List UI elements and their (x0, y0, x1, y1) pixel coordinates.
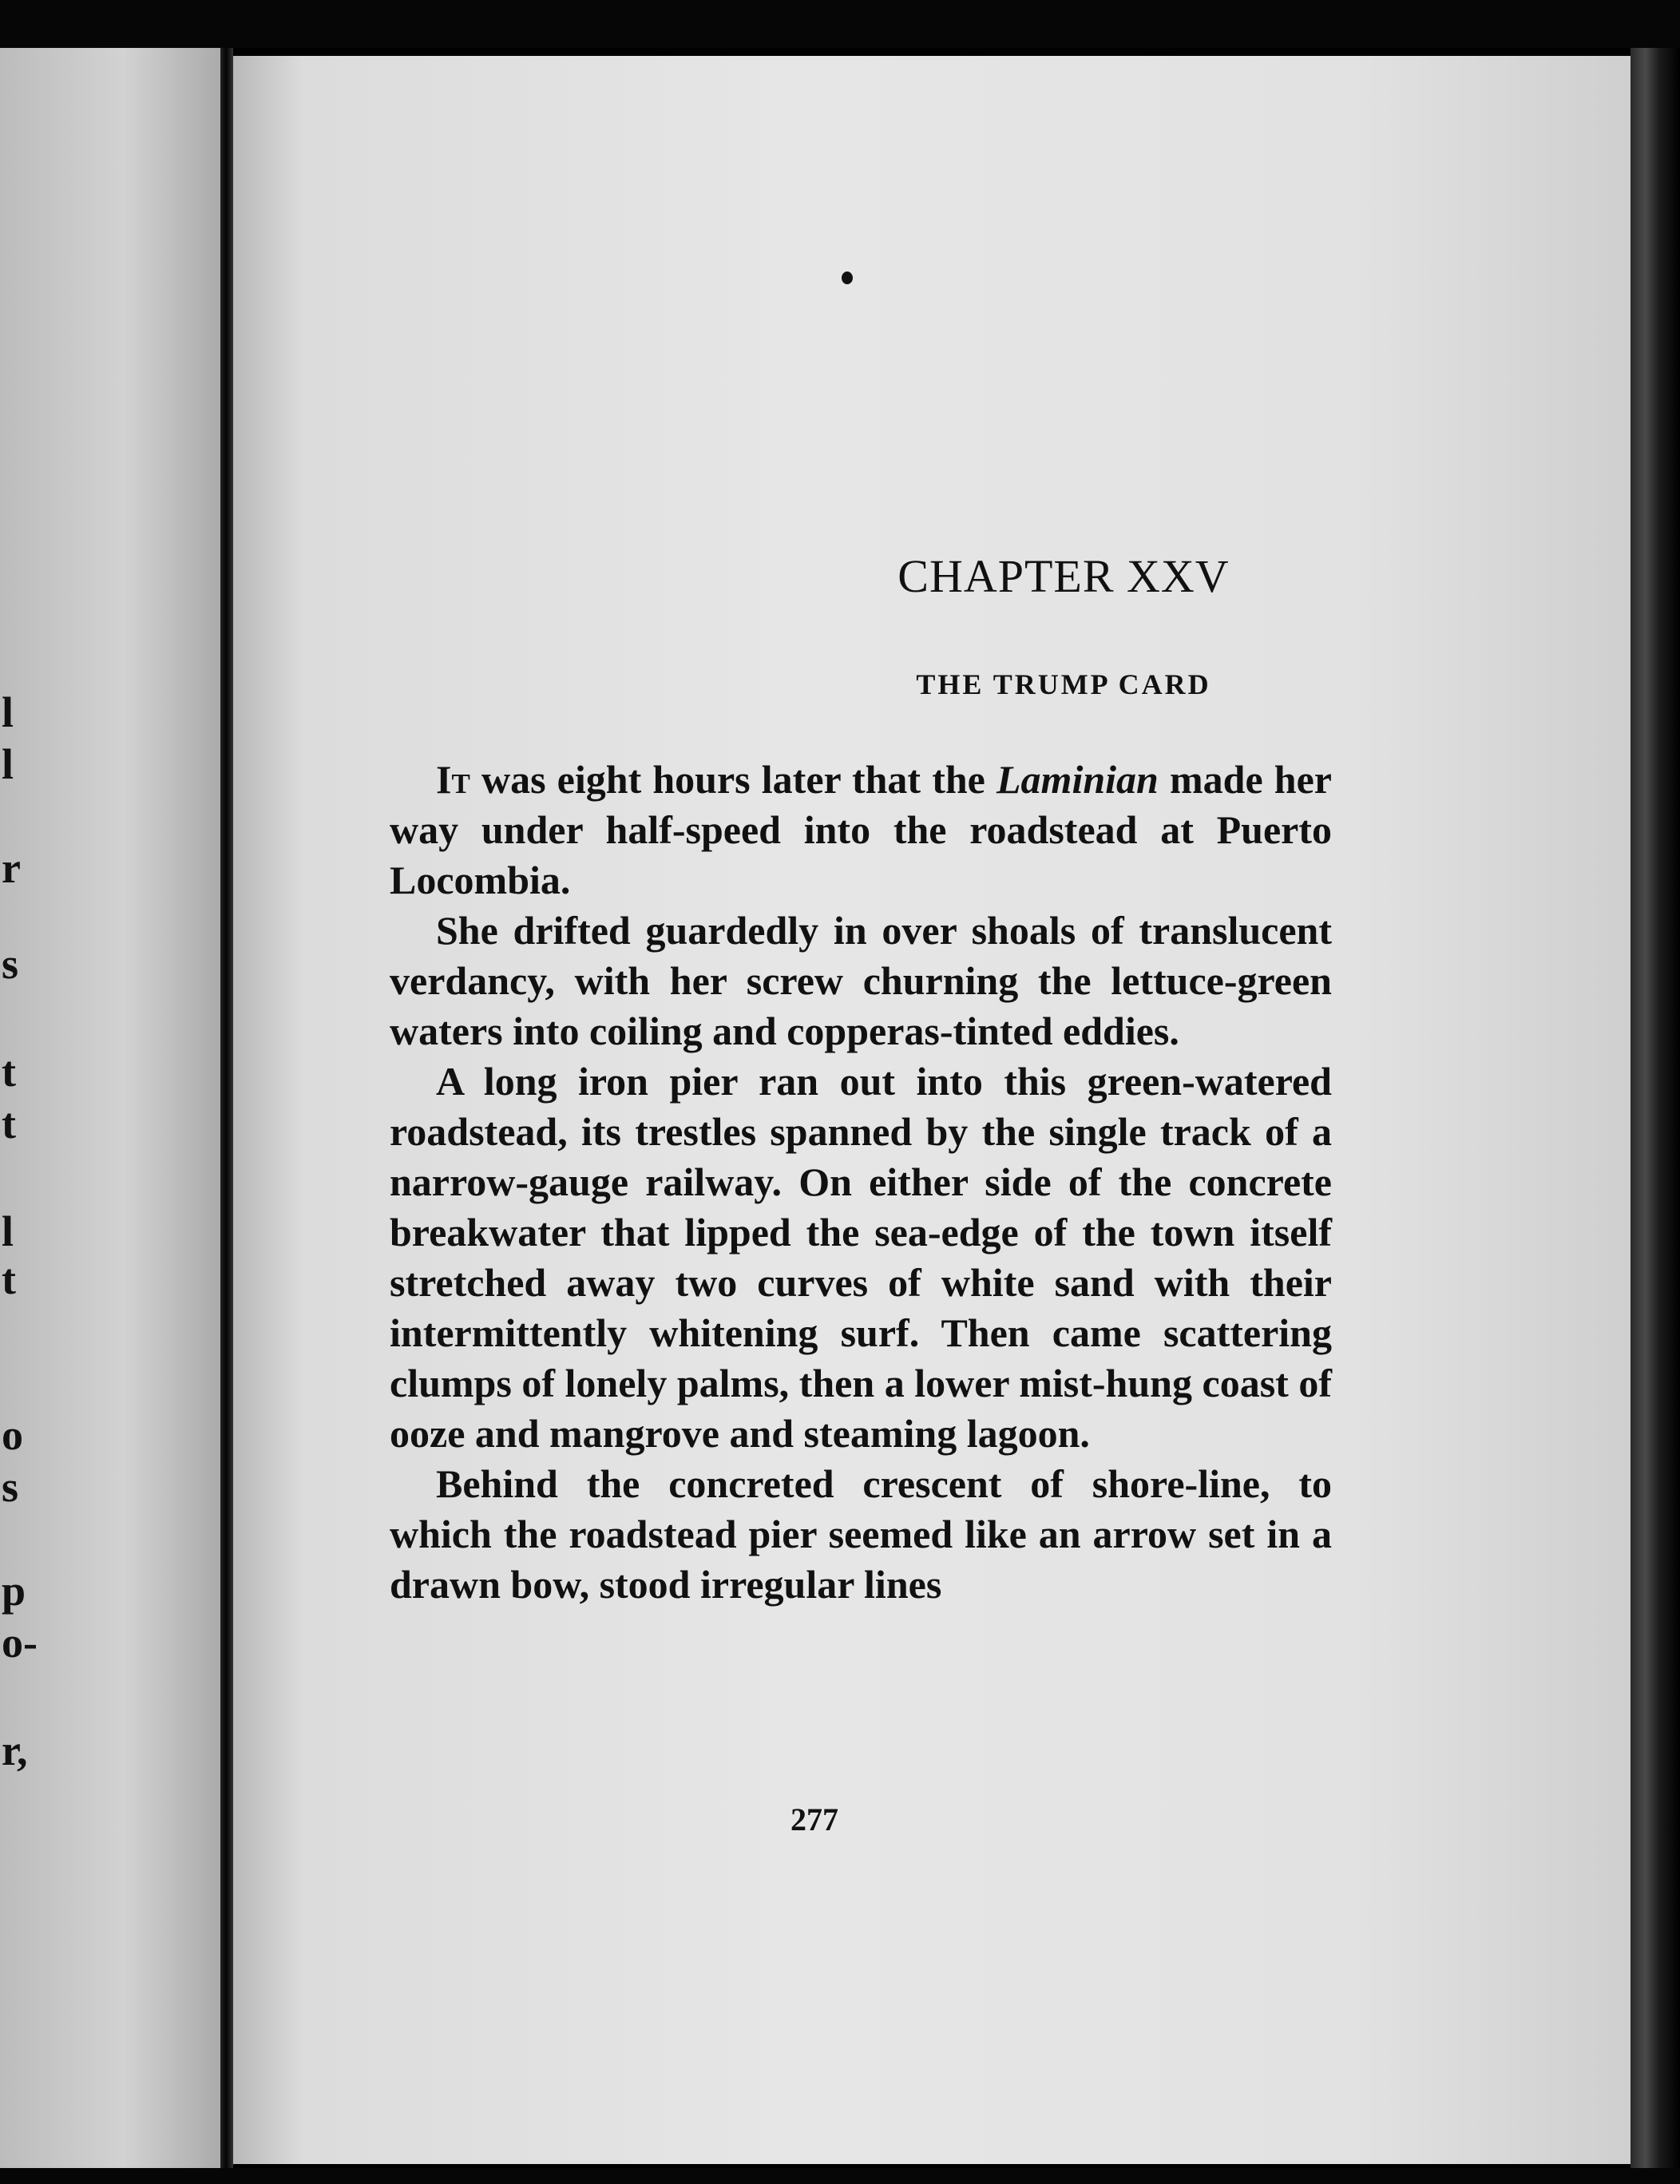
left-page-fragment: l (2, 688, 14, 736)
paragraph-text: made her way under half-speed into the roadstead at Puerto Locombia. (390, 757, 1333, 902)
paragraph: A long iron pier ran out into this green-watered roadstead, its trestles spanned by the single track of a narrow-gauge railway. On either side of the concrete breakwater that lipped the sea-edge of the town itself stretched away two curves of white sand with their intermittently whitening surf. Then came scattering clumps of lonely palms, then a lower mist-hung coast of ooze and mangrove and steaming lagoon. (390, 1059, 1332, 1456)
page-number: 277 (790, 1802, 838, 1837)
left-page-fragment: t (2, 1100, 16, 1147)
left-page-fragment: r (2, 844, 21, 892)
left-page-edge (0, 48, 225, 2172)
chapter-subtitle: THE TRUMP CARD (916, 668, 1211, 700)
left-page-fragment: o (2, 1411, 23, 1459)
right-page-edge (1630, 48, 1680, 2184)
left-page-fragment: s (2, 940, 19, 988)
chapter-body (390, 755, 1332, 1610)
ship-name: Laminian (997, 757, 1159, 802)
left-page-fragment: t (2, 1255, 16, 1303)
paragraph (390, 755, 1332, 906)
left-page-fragment: p (2, 1567, 26, 1615)
left-page-fragment: t (2, 1048, 16, 1096)
left-page-fragment: l (2, 740, 14, 788)
chapter-title: CHAPTER XXV (897, 550, 1230, 602)
paragraph: Behind the concreted crescent of shore-line, to which the roadstead pier seemed like an arrow set in a drawn bow, stood irregular lines (390, 1461, 1332, 1607)
left-page-fragment: l (2, 1207, 14, 1255)
ink-speck (842, 272, 853, 284)
scan-border-bottom (0, 2168, 1680, 2184)
left-page-fragment: s (2, 1463, 19, 1511)
paragraph: She drifted guardedly in over shoals of translucent verdancy, with her screw churning the lettuce-green waters into coiling and copperas-tinted eddies. (390, 908, 1332, 1053)
book-gutter (220, 48, 233, 2172)
scan-border-top (0, 0, 1680, 48)
paragraph-text: was eight hours later that the (470, 757, 997, 802)
left-page-fragment: r, (2, 1726, 28, 1774)
left-page-fragment: o- (2, 1619, 38, 1667)
opening-word: It (436, 757, 470, 802)
